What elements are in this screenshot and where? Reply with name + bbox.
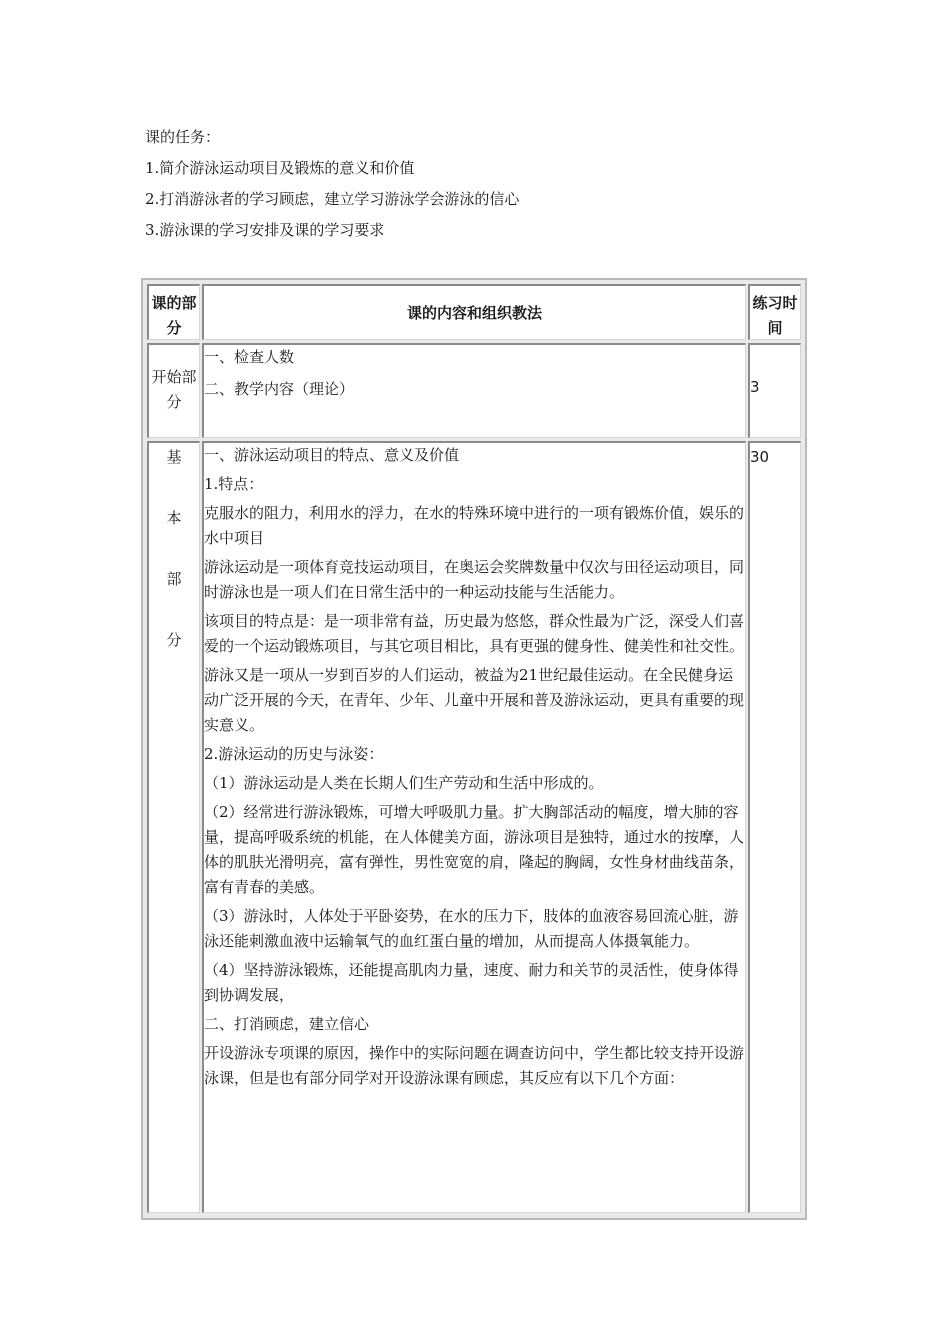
start-time: 3	[748, 343, 801, 438]
lesson-table	[141, 278, 807, 1220]
task-item: 2.打消游泳者的学习顾虑，建立学习游泳学会游泳的信心	[145, 190, 520, 208]
basic-part-label: 基 本 部 分	[147, 441, 200, 1213]
content-paragraph: 游泳运动是一项体育竞技运动项目，在奥运会奖牌数量中仅次与田径运动项目，同时游泳也是一项人们在日常生活中的一种运动技能与生活能力。	[204, 558, 745, 601]
task-item: 1.简介游泳运动项目及锻炼的意义和价值	[145, 159, 415, 177]
content-paragraph: 开设游泳专项课的原因，操作中的实际问题在调查访问中，学生都比较支持开设游泳课，但是也有部分同学对开设游泳课有顾虑，其反应有以下几个方面：	[204, 1044, 745, 1087]
content-line: 一、检查人数	[204, 348, 295, 366]
start-part-label: 开始部 分	[147, 343, 200, 438]
content-line: 二、教学内容（理论）	[204, 380, 355, 398]
content-paragraph: 一、游泳运动项目的特点、意义及价值	[204, 446, 460, 464]
content-paragraph: 游泳又是一项从一岁到百岁的人们运动，被益为21世纪最佳运动。在全民健身运动广泛开展的今天，在青年、少年、儿童中开展和普及游泳运动，更具有重要的现实意义。	[204, 666, 745, 734]
header-part: 课的部 分	[147, 284, 200, 340]
content-paragraph: （1）游泳运动是人类在长期人们生产劳动和生活中形成的。	[204, 774, 604, 792]
content-paragraph: 2.游泳运动的历史与泳姿：	[204, 745, 384, 763]
content-paragraph: 克服水的阻力，利用水的浮力，在水的特殊环境中进行的一项有锻炼价值，娱乐的水中项目	[204, 504, 745, 547]
content-paragraph: 二、打消顾虑，建立信心	[204, 1015, 370, 1033]
header-content: 课的内容和组织教法	[202, 284, 746, 340]
content-paragraph: （2）经常进行游泳锻炼，可增大呼吸肌力量。扩大胸部活动的幅度，增大肺的容量，提高呼吸系统的机能，在人体健美方面，游泳项目是独特，通过水的按摩，人体的肌肤光滑明亮，富有弹性，男性宽宽的肩，隆起的胸阔，女性身材曲线苗条，富有青春的美感。	[204, 803, 745, 896]
content-paragraph: 1.特点：	[204, 475, 264, 493]
content-paragraph: （4）坚持游泳锻炼，还能提高肌肉力量，速度、耐力和关节的灵活性，使身体得到协调发展，	[204, 961, 739, 1004]
basic-time: 30	[748, 441, 801, 1213]
start-content	[202, 343, 746, 438]
tasks-title: 课的任务：	[145, 128, 221, 146]
task-item: 3.游泳课的学习安排及课的学习要求	[145, 221, 385, 239]
basic-content	[202, 441, 746, 1213]
content-paragraph: （3）游泳时，人体处于平卧姿势，在水的压力下，肢体的血液容易回流心脏，游泳还能刺激血液中运输氧气的血红蛋白量的增加，从而提高人体摄氧能力。	[204, 907, 739, 950]
content-paragraph: 该项目的特点是：是一项非常有益，历史最为悠悠，群众性最为广泛，深受人们喜爱的一个运动锻炼项目，与其它项目相比，具有更强的健身性、健美性和社交性。	[204, 612, 745, 655]
lesson-tasks	[145, 124, 519, 248]
header-time: 练习时 间	[748, 284, 801, 340]
